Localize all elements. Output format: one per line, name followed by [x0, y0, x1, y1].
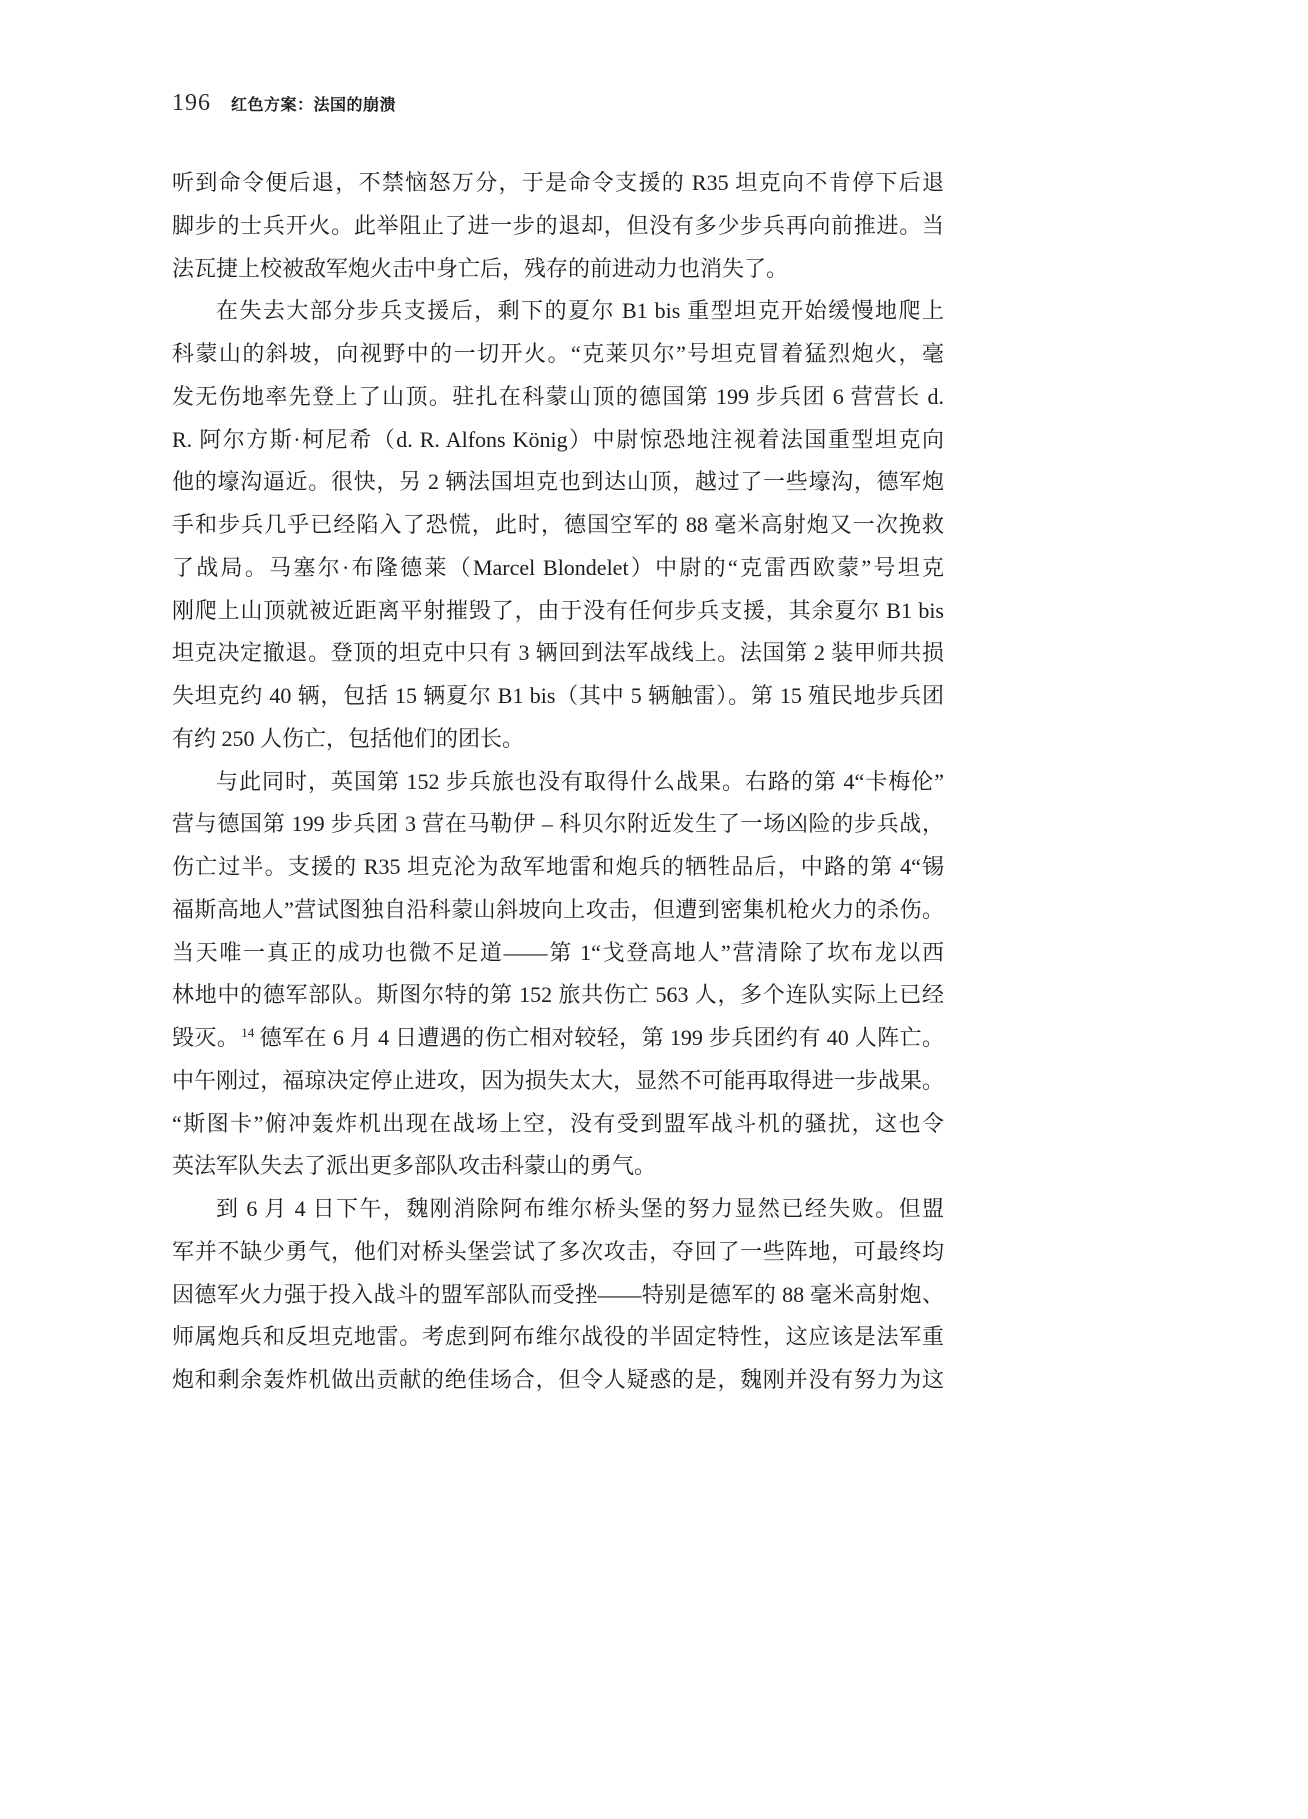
footnote-marker[interactable]: 14	[241, 1024, 255, 1040]
text-line: 刚爬上山顶就被近距离平射摧毁了，由于没有任何步兵支援，其余夏尔 B1 bis	[172, 597, 944, 623]
text-line: 福斯高地人”营试图独自沿科蒙山斜坡向上攻击，但遭到密集机枪火力的杀伤。	[172, 896, 944, 922]
text-line: 了战局。马塞尔·布隆德莱（Marcel Blondelet）中尉的“克雷西欧蒙”号坦克	[172, 554, 944, 580]
text-line: 与此同时，英国第 152 步兵旅也没有取得什么战果。右路的第 4“卡梅伦”	[216, 768, 944, 794]
text-line: 林地中的德军部队。斯图尔特的第 152 旅共伤亡 563 人，多个连队实际上已经	[172, 982, 944, 1008]
page-number: 196	[172, 90, 211, 116]
body-text	[172, 162, 944, 1402]
text-segment: 毁灭。	[172, 1025, 240, 1050]
text-line: 科蒙山的斜坡，向视野中的一切开火。“克莱贝尔”号坦克冒着猛烈炮火，毫	[172, 341, 944, 366]
text-line-with-footnote	[172, 1017, 944, 1060]
text-line: 他的壕沟逼近。很快，另 2 辆法国坦克也到达山顶，越过了一些壕沟，德军炮	[172, 469, 944, 495]
text-line: 炮和剩余轰炸机做出贡献的绝佳场合，但令人疑惑的是，魏刚并没有努力为这	[172, 1367, 944, 1392]
paragraph	[172, 1188, 944, 1402]
text-line: 当天唯一真正的成功也微不足道——第 1“戈登高地人”营清除了坎布龙以西	[172, 939, 944, 965]
text-line: 师属炮兵和反坦克地雷。考虑到阿布维尔战役的半固定特性，这应该是法军重	[172, 1324, 944, 1350]
text-line: “斯图卡”俯冲轰炸机出现在战场上空，没有受到盟军战斗机的骚扰，这也令	[172, 1110, 944, 1136]
text-line: 中午刚过，福琼决定停止进攻，因为损失太大，显然不可能再取得进一步战果。	[172, 1067, 944, 1093]
text-line: 失坦克约 40 辆，包括 15 辆夏尔 B1 bis（其中 5 辆触雷）。第 15 殖民地步兵团	[172, 683, 944, 708]
text-line: 在失去大部分步兵支援后，剩下的夏尔 B1 bis 重型坦克开始缓慢地爬上	[216, 298, 944, 324]
running-header	[172, 90, 396, 124]
text-line: 听到命令便后退，不禁恼怒万分，于是命令支援的 R35 坦克向不肯停下后退	[172, 170, 944, 195]
paragraph	[172, 761, 944, 1189]
running-title: 红色方案：法国的崩溃	[231, 95, 397, 114]
text-line: 营与德国第 199 步兵团 3 营在马勒伊 – 科贝尔附近发生了一场凶险的步兵战，	[172, 811, 944, 837]
text-line: 手和步兵几乎已经陷入了恐慌，此时，德国空军的 88 毫米高射炮又一次挽救	[172, 512, 944, 537]
text-line: 军并不缺少勇气，他们对桥头堡尝试了多次攻击，夺回了一些阵地，可最终均	[172, 1238, 944, 1264]
text-line: R. 阿尔方斯·柯尼希（d. R. Alfons König）中尉惊恐地注视着法国重型坦克向	[172, 426, 944, 452]
text-line: 有约 250 人伤亡，包括他们的团长。	[172, 725, 525, 751]
text-line: 英法军队失去了派出更多部队攻击科蒙山的勇气。	[172, 1153, 657, 1179]
text-line: 因德军火力强于投入战斗的盟军部队而受挫——特别是德军的 88 毫米高射炮、	[172, 1281, 944, 1307]
text-line: 伤亡过半。支援的 R35 坦克沦为敌军地雷和炮兵的牺牲品后，中路的第 4“锡	[172, 854, 944, 879]
paragraph	[172, 290, 944, 760]
text-line: 到 6 月 4 日下午，魏刚消除阿布维尔桥头堡的努力显然已经失败。但盟	[216, 1196, 944, 1221]
text-segment: 德军在 6 月 4 日遭遇的伤亡相对较轻，第 199 步兵团约有 40 人阵亡。	[259, 1025, 944, 1050]
paragraph	[172, 162, 944, 290]
text-line: 坦克决定撤退。登顶的坦克中只有 3 辆回到法军战线上。法国第 2 装甲师共损	[172, 640, 944, 666]
text-line: 脚步的士兵开火。此举阻止了进一步的退却，但没有多少步兵再向前推进。当	[172, 212, 944, 238]
text-line: 发无伤地率先登上了山顶。驻扎在科蒙山顶的德国第 199 步兵团 6 营营长 d.	[172, 383, 944, 409]
text-line: 法瓦捷上校被敌军炮火击中身亡后，残存的前进动力也消失了。	[172, 255, 789, 281]
